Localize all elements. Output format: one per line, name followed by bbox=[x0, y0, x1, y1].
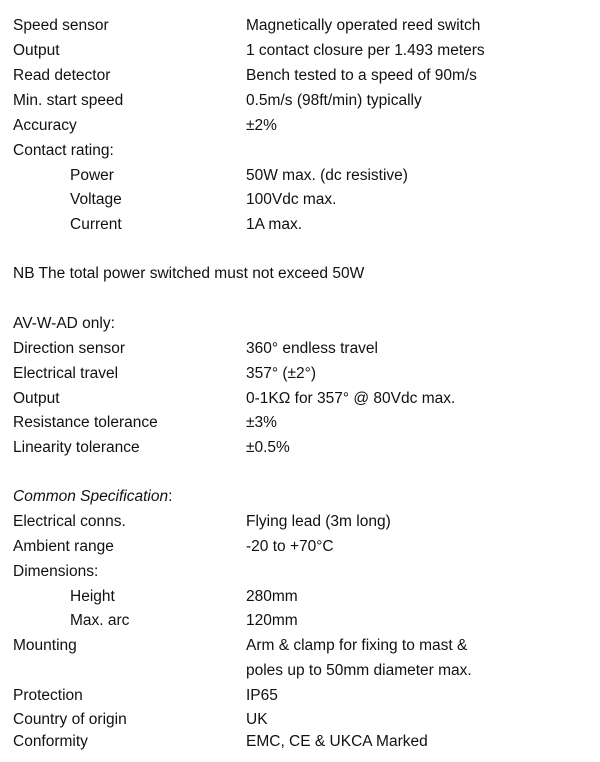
spec-value: -20 to +70°C bbox=[246, 538, 334, 555]
spec-label: Conformity bbox=[13, 733, 88, 750]
spec-value: Bench tested to a speed of 90m/s bbox=[246, 67, 477, 84]
spec-value: EMC, CE & UKCA Marked bbox=[246, 733, 428, 750]
note-row bbox=[0, 262, 600, 286]
spec-row bbox=[0, 14, 600, 38]
spec-row bbox=[0, 436, 600, 460]
spec-value: 0.5m/s (98ft/min) typically bbox=[246, 92, 422, 109]
spec-label: Linearity tolerance bbox=[13, 439, 140, 456]
spec-row bbox=[0, 362, 600, 386]
spec-row bbox=[0, 164, 600, 188]
spec-row bbox=[0, 535, 600, 559]
spec-value: 0-1KΩ for 357° @ 80Vdc max. bbox=[246, 390, 456, 407]
spec-label: Voltage bbox=[70, 191, 122, 208]
spec-value: 357° (±2°) bbox=[246, 365, 317, 382]
spec-value: poles up to 50mm diameter max. bbox=[246, 662, 472, 679]
spec-label: Mounting bbox=[13, 637, 77, 654]
spec-value: 120mm bbox=[246, 612, 298, 629]
section-heading bbox=[13, 485, 172, 509]
spec-row bbox=[0, 213, 600, 237]
spec-row bbox=[0, 585, 600, 609]
spec-value: 360° endless travel bbox=[246, 340, 378, 357]
spec-row bbox=[0, 684, 600, 708]
section-heading-row bbox=[0, 312, 600, 336]
spec-row bbox=[0, 387, 600, 411]
spec-label: Resistance tolerance bbox=[13, 414, 158, 431]
spec-label: Electrical travel bbox=[13, 365, 119, 382]
spec-value: Magnetically operated reed switch bbox=[246, 17, 481, 34]
spec-value: UK bbox=[246, 711, 268, 728]
spec-row bbox=[0, 64, 600, 88]
power-note: NB The total power switched must not exceed 50W bbox=[13, 265, 365, 282]
spec-value: 1 contact closure per 1.493 meters bbox=[246, 42, 485, 59]
spec-label: Accuracy bbox=[13, 117, 77, 134]
spec-value: ±0.5% bbox=[246, 439, 290, 456]
spec-row bbox=[0, 337, 600, 361]
section-heading: AV-W-AD only: bbox=[13, 315, 115, 332]
spec-row bbox=[0, 39, 600, 63]
section-heading-italic: Common Specification bbox=[13, 488, 169, 505]
spec-row bbox=[0, 634, 600, 658]
spec-row bbox=[0, 139, 600, 163]
spec-subheading: Dimensions: bbox=[13, 563, 99, 580]
spec-row bbox=[0, 730, 600, 754]
spec-value: 50W max. (dc resistive) bbox=[246, 167, 408, 184]
spec-value: 100Vdc max. bbox=[246, 191, 337, 208]
spec-value: Arm & clamp for fixing to mast & bbox=[246, 637, 468, 654]
spec-label: Read detector bbox=[13, 67, 111, 84]
spec-label: Protection bbox=[13, 687, 83, 704]
spec-row bbox=[0, 188, 600, 212]
spec-row bbox=[0, 708, 600, 732]
spec-row bbox=[0, 609, 600, 633]
section-heading-colon: : bbox=[168, 488, 173, 505]
spec-value: ±3% bbox=[246, 414, 277, 431]
spec-label: Output bbox=[13, 42, 60, 59]
spec-label: Max. arc bbox=[70, 612, 130, 629]
spec-label: Min. start speed bbox=[13, 92, 124, 109]
spec-label: Direction sensor bbox=[13, 340, 125, 357]
spec-label: Speed sensor bbox=[13, 17, 109, 34]
spec-value: 280mm bbox=[246, 588, 298, 605]
spec-label: Power bbox=[70, 167, 114, 184]
spec-label: Current bbox=[70, 216, 122, 233]
spec-row bbox=[0, 411, 600, 435]
spec-row bbox=[0, 114, 600, 138]
spec-row bbox=[0, 510, 600, 534]
spec-subheading: Contact rating: bbox=[13, 142, 114, 159]
spec-label: Output bbox=[13, 390, 60, 407]
spec-label: Ambient range bbox=[13, 538, 114, 555]
spec-label: Country of origin bbox=[13, 711, 127, 728]
spec-label: Electrical conns. bbox=[13, 513, 126, 530]
spec-value: IP65 bbox=[246, 687, 278, 704]
spec-row bbox=[0, 659, 600, 683]
spec-row bbox=[0, 560, 600, 584]
spec-row bbox=[0, 89, 600, 113]
section-heading-row bbox=[0, 485, 600, 509]
spec-value: Flying lead (3m long) bbox=[246, 513, 391, 530]
spec-value: ±2% bbox=[246, 117, 277, 134]
spec-value: 1A max. bbox=[246, 216, 302, 233]
spec-label: Height bbox=[70, 588, 115, 605]
